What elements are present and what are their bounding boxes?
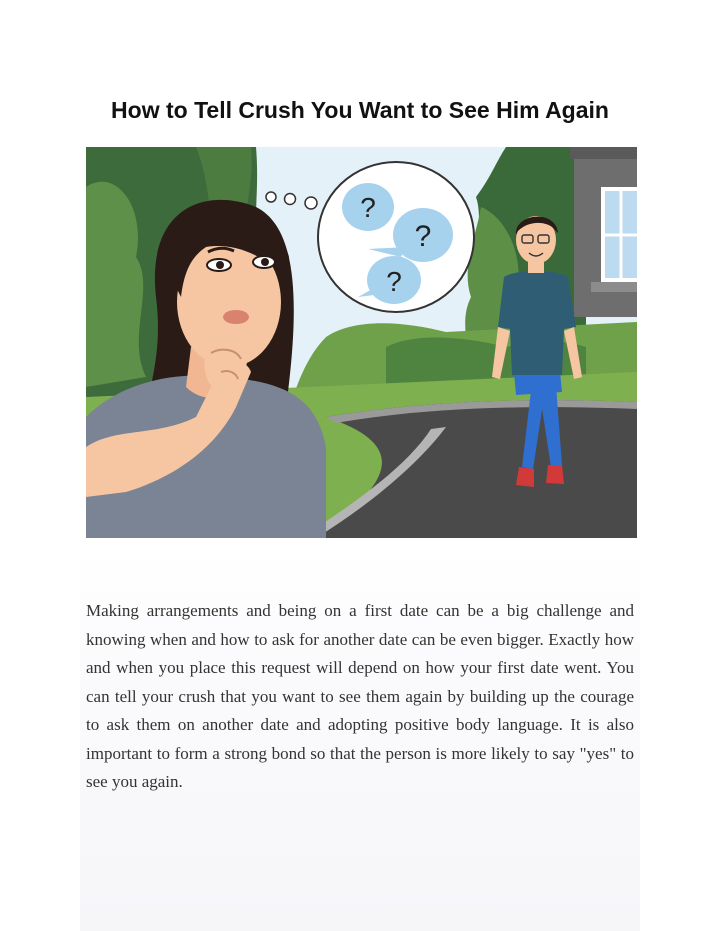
page-title: How to Tell Crush You Want to See Him Again (111, 97, 609, 123)
question-mark-2: ? (414, 220, 432, 253)
man-shoe-left (516, 467, 534, 487)
article-illustration (86, 147, 637, 538)
man-jeans (514, 372, 562, 395)
thought-dot (266, 192, 276, 202)
woman-mouth (223, 310, 249, 324)
article-paragraph: Making arrangements and being on a first date can be a big challenge and knowing when and how to ask for another date can be even bigger. Exactly how and when you place this request will depend on how your first date went. You can tell your crush that you want to see them again by building up the courage to ask them on another date and adopting positive body language. It is also important to form a strong bond so that the person is more likely to say "yes" to see you again. (86, 601, 634, 791)
man-shoe-right (546, 465, 564, 484)
question-mark-3: ? (386, 266, 402, 297)
question-mark-1: ? (360, 192, 376, 223)
